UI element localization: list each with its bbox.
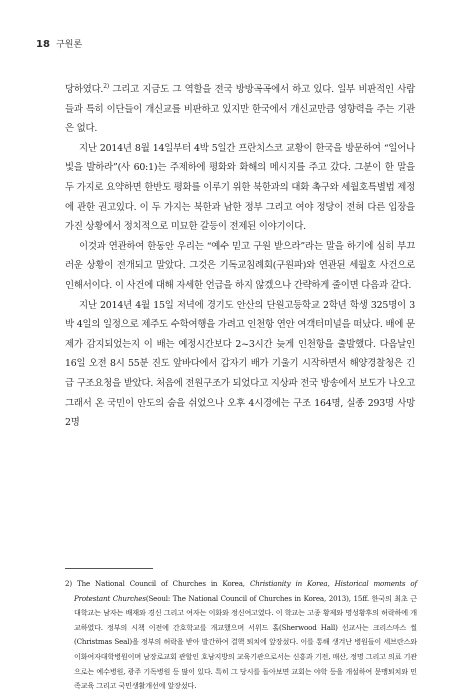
running-title: 구원론	[56, 40, 83, 50]
paragraph-4: 지난 2014년 4월 15일 저녁에 경기도 안산의 단원고등학교 2학년 학생 325명이 3박 4일의 일정으로 제주도 수학여행을 가려고 인천항 연안 여객터미널을 떠났다. 배에 문제가 감지되었는지 이 배는 예정시간보다 2~3시간 늦게 인천항을 출발했다. 다음날인 16일 오전 8시 55분 진도 앞바다에서 갑자기 배가 기울기 시작하면서 해양경찰청은 긴급 구조요청을 받았다. 처음에 전원구조가 되었다고 지상파 전국 방송에서 보도가 나오고 그래서 온 국민이 안도의 숨을 쉬었으나 오후 4시경에는 구조 164명, 실종 293명 사망 2명	[65, 299, 415, 429]
footnote-korean-text: 한국의 최초 근대학교는 남자는 배재와 경신 그리고 여자는 이화와 정신여고였다. 이 학교는 고종 황제와 명성황후의 허락하에 개교하였다. 정부의 시책 이전에 간호학교를 개교했으며 서위드 홀(Sherwood Hall) 선교사는 크리스마스 씰(Christmas Seal)을 정부의 허락을 받아 발간하여 결핵 퇴치에 앞장섰다. 이를 통해 생겨난 병원들이 세브란스와 이화여자대학병원이며 남장로교회 관할인 호남지방의 교육기관으로서는 신흥과 기전, 매산, 정명 그리고 의료 기관으로는 예수병원, 광주 기독병원 등 많이 있다. 특히 그 당시를 돌아보면 교회는 야학 등을 개설하여 문맹퇴치와 민족교육 그리고 국민생활개선에 앞장섰다.	[74, 593, 417, 691]
paragraph-1-rest: 그리고 지금도 그 역할을 전국 방방곡곡에서 하고 있다. 일부 비판적인 사람들과 특히 이단들이 개신교를 비판하고 있지만 한국에서 개신교만큼 영향력을 주는 기관은 없다.	[65, 84, 415, 135]
paragraph-2: 지난 2014년 8월 14일부터 4박 5일간 프란치스코 교황이 한국을 방문하여 “일어나 빛을 발하라”(사 60:1)는 주제하에 평화와 화해의 메시지를 주고 갔다. 그분이 한 말을 두 가지로 요약하면 한반도 평화를 이루기 위한 북한과의 대화 촉구와 세월호특별법 제정에 관한 권고있다. 이 두 가지는 북한과 남한 정부 그리고 여야 정당이 전혀 다른 입장을 가진 상황에서 정치적으로 미묘한 갈등이 전제된 이야기이다.	[65, 142, 415, 233]
footnote-book-title: Christianity in Korea, Historical moments of Protestant Churches	[74, 579, 417, 603]
footnote-marker: 2)	[65, 579, 72, 588]
page-number: 18	[36, 39, 50, 50]
paragraph-3: 이것과 연관하여 한동안 우리는 “예수 믿고 구원 받으라”라는 말을 하기에 심히 부끄러운 상황이 전개되고 말았다. 그것은 기독교침례회(구원파)와 연관된 세월호 사건으로 인해서이다. 이 사건에 대해 자세한 언급을 하지 않겠으나 간략하게 줄이면 다음과 같다.	[65, 240, 415, 291]
footnote	[65, 577, 417, 694]
paragraph-1-start: 당하였다.	[65, 84, 104, 95]
footnote-divider	[65, 568, 153, 569]
footnote-intro: The National Council of Churches in Korea,	[71, 579, 250, 588]
paragraph-1	[65, 80, 415, 139]
footnote-reference: 2)	[103, 82, 109, 90]
footnote-citation: (Seoul: The National Council of Churches in Korea, 2013), 15ff.	[145, 593, 370, 603]
main-text	[65, 80, 415, 433]
footnote-2	[65, 577, 417, 694]
running-header	[36, 37, 82, 50]
